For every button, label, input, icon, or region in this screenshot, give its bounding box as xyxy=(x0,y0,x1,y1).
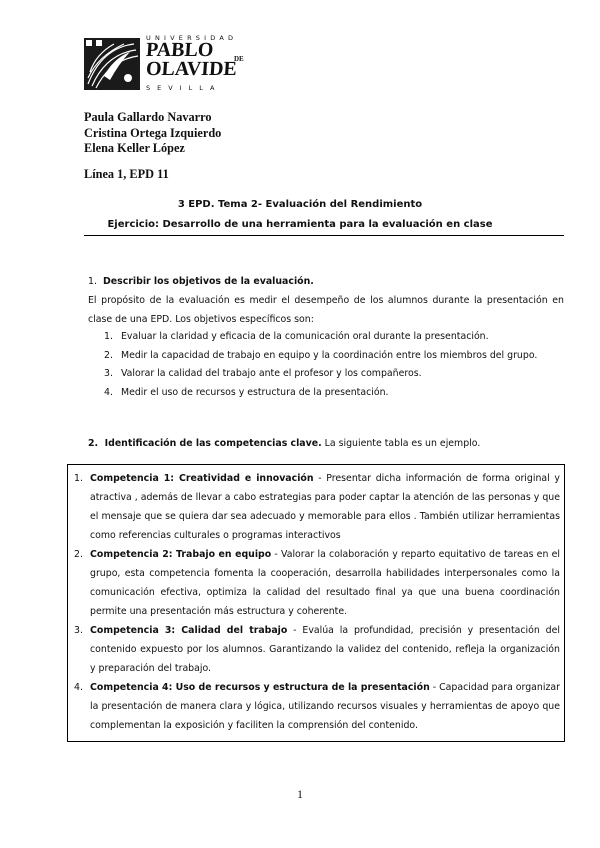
list-number: 4. xyxy=(74,682,83,693)
section-1-paragraph: El propósito de la evaluación es medir el desempeño de los alumnos durante la presentación en clase de una EPD. Los objetivos específicos son: xyxy=(88,295,564,325)
logo-sevilla-text: SEVILLA xyxy=(146,84,222,92)
competency-item xyxy=(68,621,564,678)
list-text: Evaluar la claridad y eficacia de la comunicación oral durante la presentación. xyxy=(121,331,489,342)
section-note: La siguiente tabla es un ejemplo. xyxy=(324,438,481,449)
competency-item xyxy=(68,469,564,545)
competencies-list xyxy=(68,469,564,735)
section-title: Identificación de las competencias clave. xyxy=(104,438,322,449)
list-item xyxy=(104,365,564,384)
list-number: 4. xyxy=(104,386,113,398)
list-number: 3. xyxy=(74,625,83,636)
competency-title: Competencia 4: Uso de recursos y estructura de la presentación xyxy=(90,682,430,693)
competency-description: - Capacidad para organizar la presentación de manera clara y lógica, utilizando recursos visuales y herramientas de apoyo que complementan la exposición y faciliten la comprensión del contenido. xyxy=(90,682,560,731)
header-divider xyxy=(84,235,564,236)
author-name: Paula Gallardo Navarro xyxy=(84,110,212,124)
list-item xyxy=(104,328,564,347)
university-emblem-icon xyxy=(84,38,140,90)
competency-title: Competencia 2: Trabajo en equipo xyxy=(90,549,272,560)
section-1-heading xyxy=(88,276,314,287)
competency-title: Competencia 3: Calidad del trabajo xyxy=(90,625,288,636)
author-list xyxy=(84,110,221,157)
author-name: Cristina Ortega Izquierdo xyxy=(84,125,222,140)
list-item xyxy=(104,347,564,366)
section-2-heading xyxy=(88,438,480,449)
section-number: 2. xyxy=(88,438,99,449)
section-title: Describir los objetivos de la evaluación. xyxy=(103,276,314,287)
list-item xyxy=(104,384,564,403)
list-text: Medir el uso de recursos y estructura de la presentación. xyxy=(121,386,389,398)
list-number: 1. xyxy=(74,473,83,484)
list-number: 1. xyxy=(104,331,113,342)
logo-pablo-text: PABLO xyxy=(145,39,215,61)
competency-description: - Valorar la colaboración y reparto equitativo de tareas en el grupo, esta competencia fomenta la cooperación, desarrolla habilidades interpersonales como la comunicación efectiva, optimiza la calidad del resultado final ya que una buena coordinación permite una presentación más estructura y coherente. xyxy=(90,549,560,617)
list-number: 2. xyxy=(74,549,83,560)
competencies-table xyxy=(67,464,565,742)
author-name: Elena Keller López xyxy=(84,141,185,155)
competency-title: Competencia 1: Creatividad e innovación xyxy=(90,473,314,484)
logo-olavide-text: OLAVIDE xyxy=(145,58,238,80)
list-number: 2. xyxy=(104,349,113,361)
logo-de-text: DE xyxy=(234,55,244,63)
competency-item xyxy=(68,678,564,735)
competency-description: - Presentar dicha información de forma original y atractiva , además de llevar a cabo estrategias para poder captar la atención de las personas y que el mensaje que se quiera dar sea adecuado y memorable para ellos . También utilizar herramientas como referencias culturales o programas interactivos xyxy=(90,473,560,541)
list-text: Valorar la calidad del trabajo ante el profesor y los compañeros. xyxy=(121,368,422,379)
section-number: 1. xyxy=(88,276,97,287)
university-logo xyxy=(84,34,244,96)
objectives-list xyxy=(104,328,564,402)
competency-description: - Evalúa la profundidad, precisión y presentación del contenido expuesto por los alumnos. Garantizando la validez del contenido, refleja la organización y preparación del trabajo. xyxy=(90,625,561,674)
competency-item xyxy=(68,545,564,621)
logo-universidad-text: UNIVERSIDAD xyxy=(146,34,238,42)
document-subtitle: Ejercicio: Desarrollo de una herramienta para la evaluación en clase xyxy=(107,219,493,230)
group-line: Línea 1, EPD 11 xyxy=(84,167,169,181)
list-text: Medir la capacidad de trabajo en equipo y la coordinación entre los miembros del grupo. xyxy=(121,349,538,361)
document-title: 3 EPD. Tema 2- Evaluación del Rendimiento xyxy=(177,199,423,210)
list-number: 3. xyxy=(104,368,113,379)
page-number: 1 xyxy=(297,787,303,801)
